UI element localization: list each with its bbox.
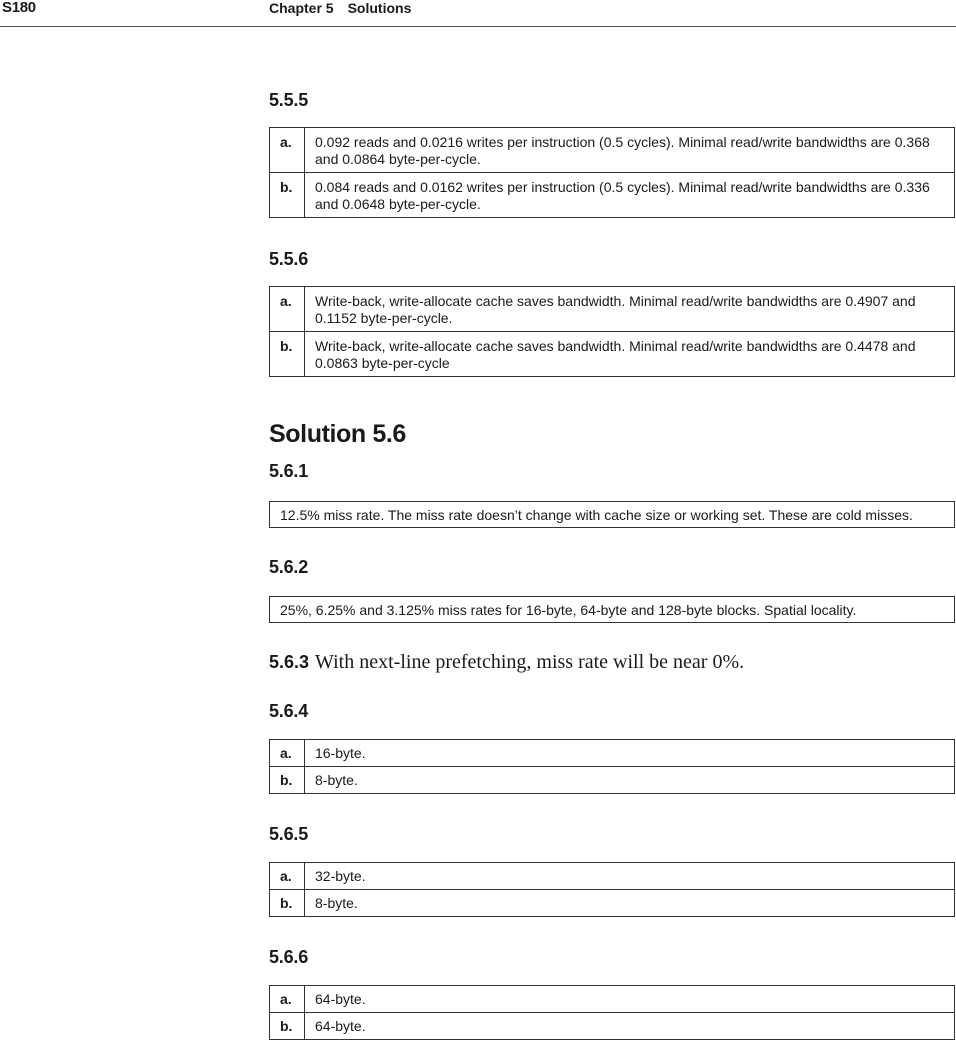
answer-5-6-3-text: With next-line prefetching, miss rate will be near 0%. <box>315 651 745 673</box>
row-text: Write-back, write-allocate cache saves bandwidth. Minimal read/write bandwidths are 0.4907 and 0.1152 byte-per-cycle. <box>305 287 955 332</box>
table-row <box>270 1013 955 1040</box>
row-label: b. <box>270 767 305 794</box>
heading-5-5-5: 5.5.5 <box>269 90 309 110</box>
row-label: a. <box>270 863 305 890</box>
row-label: a. <box>270 128 305 173</box>
heading-5-6-6: 5.6.6 <box>269 947 309 967</box>
row-text: 32-byte. <box>305 863 955 890</box>
header-rule <box>0 26 956 27</box>
table-row <box>270 890 955 917</box>
table-row <box>270 332 955 377</box>
row-text: Write-back, write-allocate cache saves bandwidth. Minimal read/write bandwidths are 0.4478 and 0.0863 byte-per-cycle <box>305 332 955 377</box>
table-row <box>270 986 955 1013</box>
row-label: b. <box>270 1013 305 1040</box>
answer-5-6-1: 12.5% miss rate. The miss rate doesn’t change with cache size or working set. These are cold misses. <box>269 501 955 528</box>
answer-5-6-2: 25%, 6.25% and 3.125% miss rates for 16-byte, 64-byte and 128-byte blocks. Spatial locality. <box>269 596 955 623</box>
row-label: b. <box>270 890 305 917</box>
row-label: a. <box>270 287 305 332</box>
table-5-6-5 <box>269 862 955 917</box>
table-row <box>270 767 955 794</box>
table-5-5-6 <box>269 286 955 377</box>
row-text: 64-byte. <box>305 986 955 1013</box>
table-row <box>270 287 955 332</box>
table-row <box>270 863 955 890</box>
answer-5-6-3 <box>269 651 744 674</box>
row-label: b. <box>270 332 305 377</box>
row-text: 16-byte. <box>305 740 955 767</box>
chapter-label: Chapter 5 <box>269 0 334 16</box>
running-head <box>269 0 411 16</box>
row-text: 64-byte. <box>305 1013 955 1040</box>
heading-5-6-1: 5.6.1 <box>269 461 309 481</box>
heading-5-6-4: 5.6.4 <box>269 701 309 721</box>
row-label: a. <box>270 740 305 767</box>
page-number: S180 <box>2 0 36 16</box>
row-text: 0.092 reads and 0.0216 writes per instruction (0.5 cycles). Minimal read/write bandwidths are 0.368 and 0.0864 byte-per-cycle. <box>305 128 955 173</box>
table-5-5-5 <box>269 127 955 218</box>
heading-5-5-6: 5.5.6 <box>269 249 309 269</box>
table-row <box>270 740 955 767</box>
solution-title: Solution 5.6 <box>269 420 406 448</box>
row-label: b. <box>270 173 305 218</box>
table-5-6-4 <box>269 739 955 794</box>
row-label: a. <box>270 986 305 1013</box>
heading-5-6-3: 5.6.3 <box>269 652 310 672</box>
heading-5-6-5: 5.6.5 <box>269 824 309 844</box>
section-label: Solutions <box>347 0 412 16</box>
row-text: 8-byte. <box>305 890 955 917</box>
row-text: 8-byte. <box>305 767 955 794</box>
table-5-6-6 <box>269 985 955 1040</box>
row-text: 0.084 reads and 0.0162 writes per instruction (0.5 cycles). Minimal read/write bandwidths are 0.336 and 0.0648 byte-per-cycle. <box>305 173 955 218</box>
table-row <box>270 173 955 218</box>
heading-5-6-2: 5.6.2 <box>269 557 309 577</box>
table-row <box>270 128 955 173</box>
